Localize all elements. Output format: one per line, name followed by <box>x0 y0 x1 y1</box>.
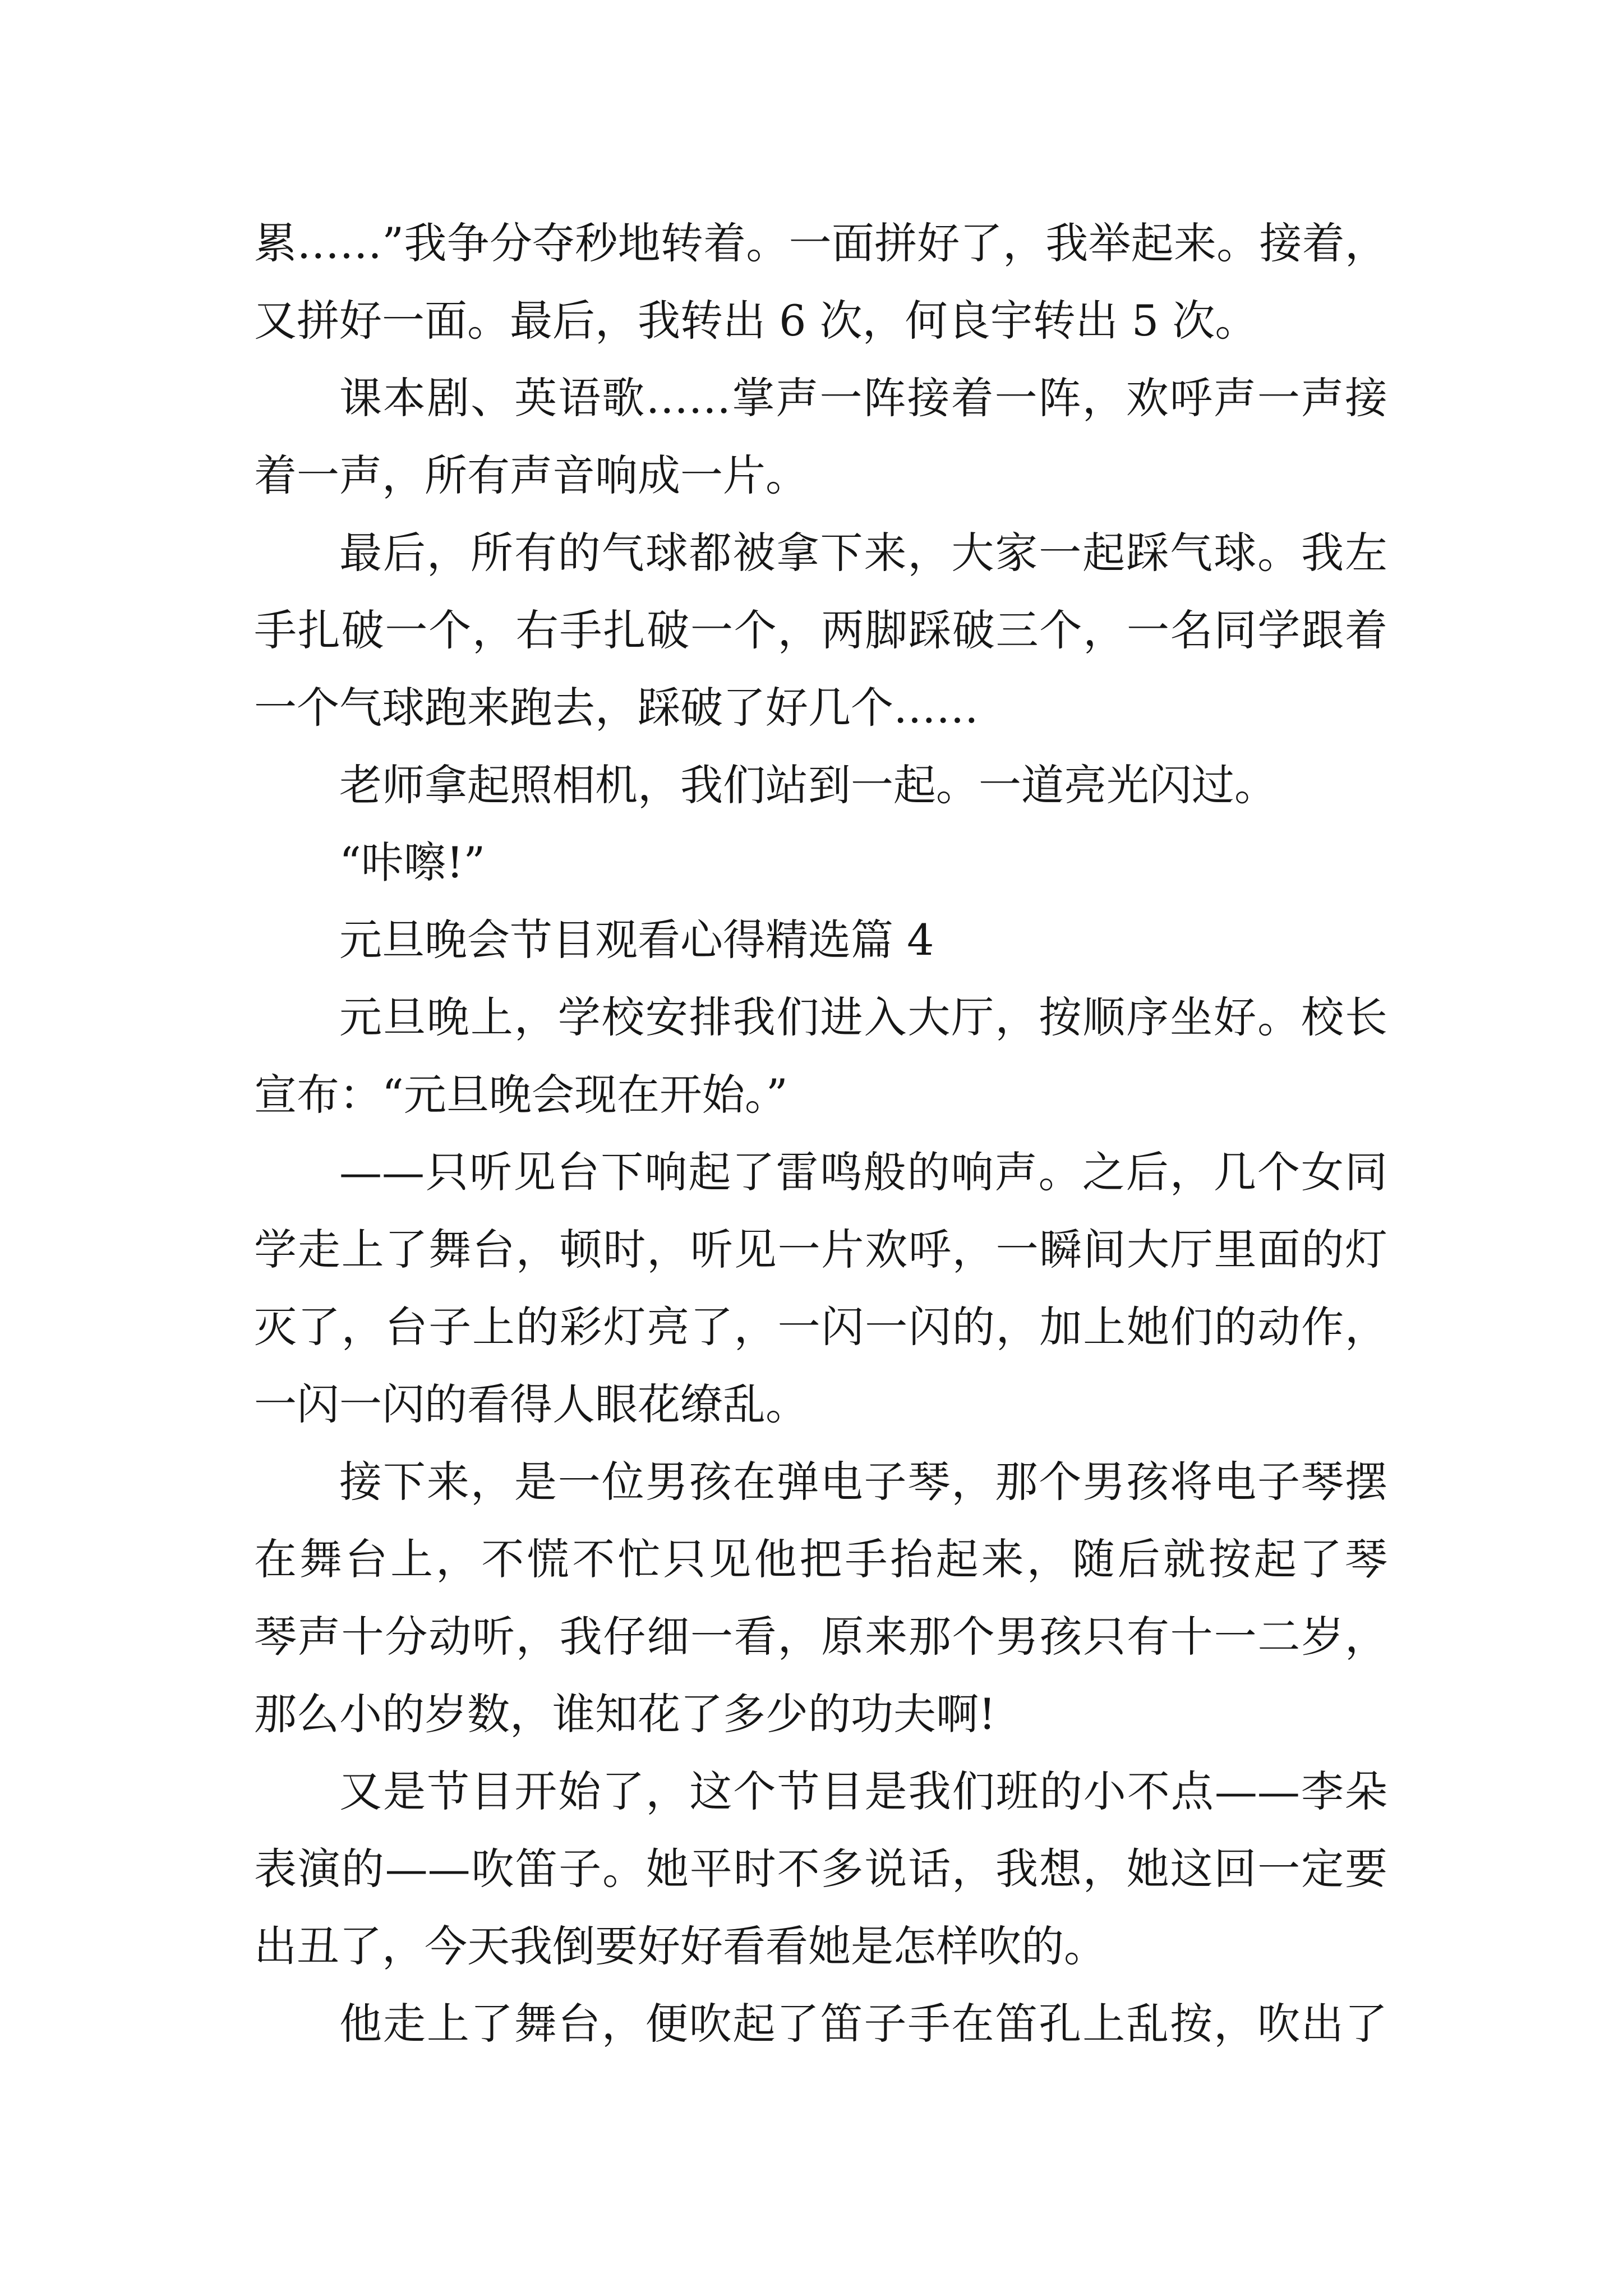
heading-text: 元旦晚会节目观看心得精选篇 4 <box>339 915 934 965</box>
text-line: 接下来，是一位男孩在弹电子琴，那个男孩将电子琴摆 <box>339 1457 1387 1507</box>
text-line: 灭了，台子上的彩灯亮了，一闪一闪的，加上她们的动作， <box>254 1302 1387 1352</box>
text-line: 课本剧、英语歌……掌声一阵接着一阵，欢呼声一声接 <box>339 373 1387 423</box>
paragraph <box>254 1134 1387 1443</box>
paragraph <box>254 205 1387 360</box>
paragraph <box>254 514 1387 747</box>
paragraph <box>254 747 1387 824</box>
text-line: 老师拿起照相机，我们站到一起。一道亮光闪过。 <box>339 760 1277 810</box>
paragraph <box>254 1753 1387 1985</box>
section-heading <box>254 901 1387 979</box>
text-line: ——只听见台下响起了雷鸣般的响声。之后，几个女同 <box>339 1147 1387 1197</box>
text-line: 又是节目开始了，这个节目是我们班的小不点——李朵 <box>339 1766 1387 1816</box>
text-line: 那么小的岁数，谁知花了多少的功夫啊! <box>254 1689 996 1739</box>
paragraph <box>254 824 1387 901</box>
text-line: 出丑了，今天我倒要好好看看她是怎样吹的。 <box>254 1921 1106 1971</box>
paragraph <box>254 979 1387 1134</box>
text-line: 表演的——吹笛子。她平时不多说话，我想，她这回一定要 <box>254 1844 1387 1894</box>
document-body <box>254 205 1387 2063</box>
text-line: 手扎破一个，右手扎破一个，两脚踩破三个，一名同学跟着 <box>254 605 1387 655</box>
text-line: 一闪一闪的看得人眼花缭乱。 <box>254 1379 808 1429</box>
paragraph <box>254 1985 1387 2063</box>
text-line: 学走上了舞台，顿时，听见一片欢呼，一瞬间大厅里面的灯 <box>254 1225 1387 1274</box>
quote-line: “咔嚓!” <box>339 838 486 887</box>
text-line: 着一声，所有声音响成一片。 <box>254 450 808 500</box>
text-line: 他走上了舞台，便吹起了笛子手在笛孔上乱按，吹出了 <box>339 1999 1387 2049</box>
paragraph <box>254 360 1387 514</box>
text-line: 在舞台上，不慌不忙只见他把手抬起来，随后就按起了琴 <box>254 1534 1387 1584</box>
text-line: 宣布：“元旦晚会现在开始。” <box>254 1070 788 1120</box>
text-line: 琴声十分动听，我仔细一看，原来那个男孩只有十一二岁， <box>254 1612 1387 1662</box>
text-line: 累……”我争分夺秒地转着。一面拼好了，我举起来。接着， <box>254 218 1387 268</box>
text-line: 最后，所有的气球都被拿下来，大家一起踩气球。我左 <box>339 528 1387 578</box>
text-line: 一个气球跑来跑去，踩破了好几个…… <box>254 683 979 733</box>
text-line: 元旦晚上，学校安排我们进入大厅，按顺序坐好。校长 <box>339 992 1387 1042</box>
paragraph <box>254 1443 1387 1753</box>
text-line: 又拼好一面。最后，我转出 6 次，何良宇转出 5 次。 <box>254 296 1258 346</box>
